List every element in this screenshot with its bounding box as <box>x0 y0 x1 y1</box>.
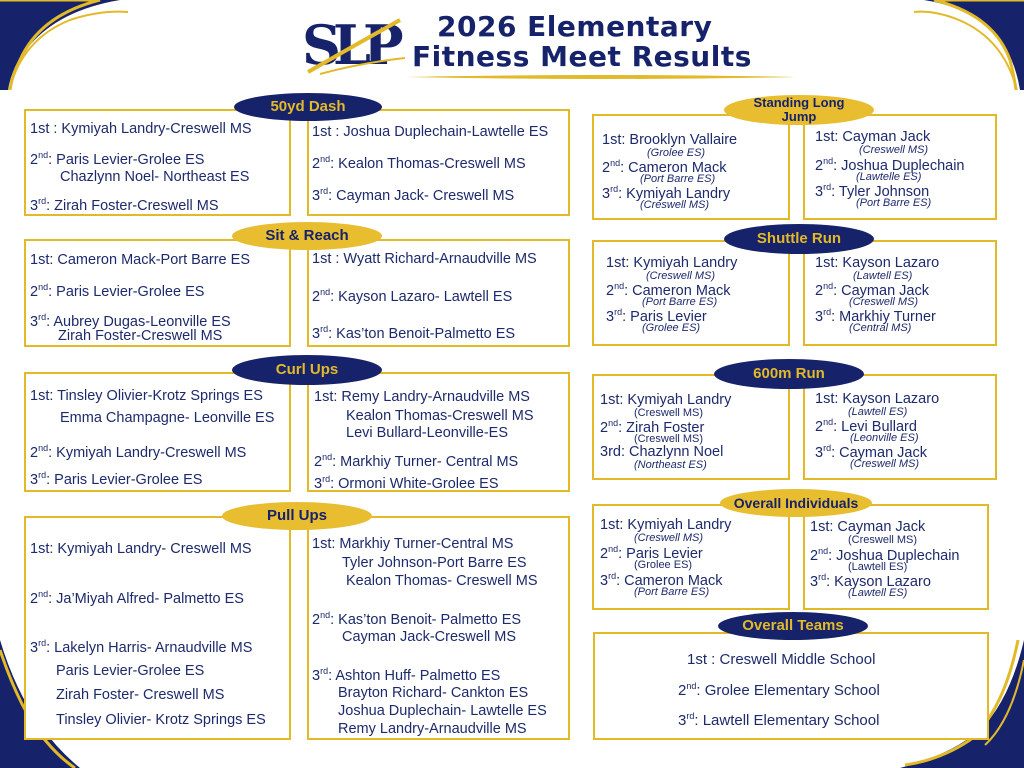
pull-right-1st-tie-b: Kealon Thomas- Creswell MS <box>346 573 538 589</box>
curl-right-2nd: 2nd: Markhiy Turner- Central MS <box>314 452 519 470</box>
dash-left-2nd: 2nd: Paris Levier-Grolee ES <box>30 150 205 168</box>
shuttle-right-3rd-school: (Central MS) <box>849 322 912 334</box>
run-left-1st-school: (Creswell MS) <box>634 407 704 419</box>
jump-left-3rd-school: (Creswell MS) <box>640 199 710 211</box>
pull-right-3rd: 3rd: Ashton Huff- Palmetto ES <box>312 666 501 684</box>
teams-1st: 1st : Creswell Middle School <box>687 651 876 668</box>
title-line-1: 2026 Elementary <box>437 10 713 43</box>
run-left-3rd-school: (Northeast ES) <box>634 459 707 471</box>
curl-left-1st-tie: Emma Champagne- Leonville ES <box>60 410 275 426</box>
overall-right-1st-school: (Creswell MS) <box>848 534 918 546</box>
dash-right-2nd: 2nd: Kealon Thomas-Creswell MS <box>312 154 526 172</box>
dash-left-3rd: 3rd: Zirah Foster-Creswell MS <box>30 196 219 214</box>
jump-right-2nd-school: (Lawtelle ES) <box>856 171 922 183</box>
header <box>300 8 800 88</box>
dash-title-pill: 50yd Dash <box>234 93 382 121</box>
jump-right-3rd: 3rd: Tyler Johnson <box>815 182 930 200</box>
curl-right-1st: 1st: Remy Landry-Arnaudville MS <box>314 389 530 405</box>
overall-left-2nd: 2nd: Paris Levier <box>600 544 703 562</box>
sit-title-pill: Sit & Reach <box>232 222 382 250</box>
pull-left-3rd-tie-c: Tinsley Olivier- Krotz Springs ES <box>56 712 266 728</box>
run-right-3rd-school: (Creswell MS) <box>850 458 920 470</box>
sit-right-3rd: 3rd: Kas’ton Benoit-Palmetto ES <box>312 324 516 342</box>
title-line-2: Fitness Meet Results <box>412 40 752 73</box>
shuttle-left-2nd: 2nd: Cameron Mack <box>606 281 731 299</box>
pull-left-3rd-tie-a: Paris Levier-Grolee ES <box>56 663 205 679</box>
pull-title-pill: Pull Ups <box>222 502 372 530</box>
curl-left-3rd: 3rd: Paris Levier-Grolee ES <box>30 470 203 488</box>
curl-right-1st-tie-b: Levi Bullard-Leonville-ES <box>346 425 508 441</box>
svg-text:SLP: SLP <box>302 13 396 77</box>
corner-decoration-top-right <box>914 0 1024 90</box>
overall-right-3rd: 3rd: Kayson Lazaro <box>810 572 931 590</box>
sit-left-1st: 1st: Cameron Mack-Port Barre ES <box>30 252 250 268</box>
run-right-2nd-school: (Leonville ES) <box>850 432 919 444</box>
overall-left-1st: 1st: Kymiyah Landry <box>600 517 732 533</box>
pull-right-3rd-tie-b: Joshua Duplechain- Lawtelle ES <box>338 703 547 719</box>
dash-left-2nd-tie: Chazlynn Noel- Northeast ES <box>60 169 250 185</box>
run-left-3rd: 3rd: Chazlynn Noel <box>600 444 724 460</box>
overall-left-1st-school: (Creswell MS) <box>634 532 704 544</box>
curl-left-2nd: 2nd: Kymiyah Landry-Creswell MS <box>30 443 247 461</box>
jump-left-2nd: 2nd: Cameron Mack <box>602 158 727 176</box>
run-title-pill: 600m Run <box>714 359 864 389</box>
slp-logo <box>300 8 410 83</box>
overall-left-2nd-school: (Grolee ES) <box>634 559 693 571</box>
pull-left-3rd-tie-b: Zirah Foster- Creswell MS <box>56 687 225 703</box>
pull-right-1st-tie-a: Tyler Johnson-Port Barre ES <box>342 555 527 571</box>
pull-right-3rd-tie-a: Brayton Richard- Cankton ES <box>338 685 529 701</box>
pull-right-3rd-tie-c: Remy Landry-Arnaudville MS <box>338 721 527 737</box>
teams-title-pill: Overall Teams <box>718 612 868 640</box>
run-left-1st: 1st: Kymiyah Landry <box>600 392 732 408</box>
dash-left-1st: 1st : Kymiyah Landry-Creswell MS <box>30 121 252 137</box>
run-right-2nd: 2nd: Levi Bullard <box>815 417 917 435</box>
jump-title-pill: Standing Long Jump <box>724 95 874 125</box>
pull-right-2nd-tie: Cayman Jack-Creswell MS <box>342 629 517 645</box>
run-right-3rd: 3rd: Cayman Jack <box>815 443 927 461</box>
shuttle-left-1st-school: (Creswell MS) <box>646 270 716 282</box>
run-right-1st: 1st: Kayson Lazaro <box>815 391 940 407</box>
curl-right-1st-tie-a: Kealon Thomas-Creswell MS <box>346 408 534 424</box>
curl-right-3rd: 3rd: Ormoni White-Grolee ES <box>314 474 499 492</box>
jump-right-3rd-school: (Port Barre ES) <box>856 197 932 209</box>
dash-right-3rd: 3rd: Cayman Jack- Creswell MS <box>312 186 515 204</box>
overall-right-2nd: 2nd: Joshua Duplechain <box>810 546 960 564</box>
overall-right-3rd-school: (Lawtell ES) <box>848 587 908 599</box>
sit-left-2nd: 2nd: Paris Levier-Grolee ES <box>30 282 205 300</box>
shuttle-title-pill: Shuttle Run <box>724 224 874 254</box>
jump-left-2nd-school: (Port Barre ES) <box>640 173 716 185</box>
shuttle-right-1st-school: (Lawtell ES) <box>853 270 913 282</box>
overall-right-2nd-school: (Lawtell ES) <box>848 561 908 573</box>
dash-right-1st: 1st : Joshua Duplechain-Lawtelle ES <box>312 124 549 140</box>
overall-title-pill: Overall Individuals <box>720 489 872 517</box>
jump-right-2nd: 2nd: Joshua Duplechain <box>815 156 965 174</box>
sit-left-3rd: 3rd: Aubrey Dugas-Leonville ES <box>30 312 231 330</box>
overall-left-3rd: 3rd: Cameron Mack <box>600 571 723 589</box>
overall-left-3rd-school: (Port Barre ES) <box>634 586 710 598</box>
curl-left-1st: 1st: Tinsley Olivier-Krotz Springs ES <box>30 388 263 404</box>
sit-right-2nd: 2nd: Kayson Lazaro- Lawtell ES <box>312 287 513 305</box>
run-right-1st-school: (Lawtell ES) <box>848 406 908 418</box>
shuttle-right-2nd: 2nd: Cayman Jack <box>815 281 929 299</box>
curl-title-pill: Curl Ups <box>232 355 382 385</box>
pull-left-2nd: 2nd: Ja’Miyah Alfred- Palmetto ES <box>30 589 244 607</box>
teams-3rd: 3rd: Lawtell Elementary School <box>678 711 880 729</box>
shuttle-right-3rd: 3rd: Markhiy Turner <box>815 307 936 325</box>
shuttle-left-3rd-school: (Grolee ES) <box>642 322 701 334</box>
shuttle-right-2nd-school: (Creswell MS) <box>849 296 919 308</box>
jump-left-3rd: 3rd: Kymiyah Landry <box>602 184 731 202</box>
pull-left-3rd: 3rd: Lakelyn Harris- Arnaudville MS <box>30 638 253 656</box>
sit-right-1st: 1st : Wyatt Richard-Arnaudville MS <box>312 251 537 267</box>
jump-left-1st-school: (Grolee ES) <box>647 147 706 159</box>
jump-right-1st-school: (Creswell MS) <box>859 144 929 156</box>
run-left-2nd: 2nd: Zirah Foster <box>600 418 705 436</box>
pull-left-1st: 1st: Kymiyah Landry- Creswell MS <box>30 541 252 557</box>
shuttle-right-1st: 1st: Kayson Lazaro <box>815 255 940 271</box>
jump-left-1st: 1st: Brooklyn Vallaire <box>602 132 738 148</box>
shuttle-left-1st: 1st: Kymiyah Landry <box>606 255 738 271</box>
pull-right-2nd: 2nd: Kas’ton Benoit- Palmetto ES <box>312 610 522 628</box>
title-underline <box>406 74 796 80</box>
jump-right-1st: 1st: Cayman Jack <box>815 129 931 145</box>
sit-left-3rd-tie: Zirah Foster-Creswell MS <box>58 328 223 344</box>
shuttle-left-3rd: 3rd: Paris Levier <box>606 307 707 325</box>
overall-right-1st: 1st: Cayman Jack <box>810 519 926 535</box>
teams-2nd: 2nd: Grolee Elementary School <box>678 681 880 699</box>
run-left-2nd-school: (Creswell MS) <box>634 433 704 445</box>
shuttle-left-2nd-school: (Port Barre ES) <box>642 296 718 308</box>
pull-right-1st: 1st: Markhiy Turner-Central MS <box>312 536 514 552</box>
corner-decoration-top-left <box>0 0 130 90</box>
